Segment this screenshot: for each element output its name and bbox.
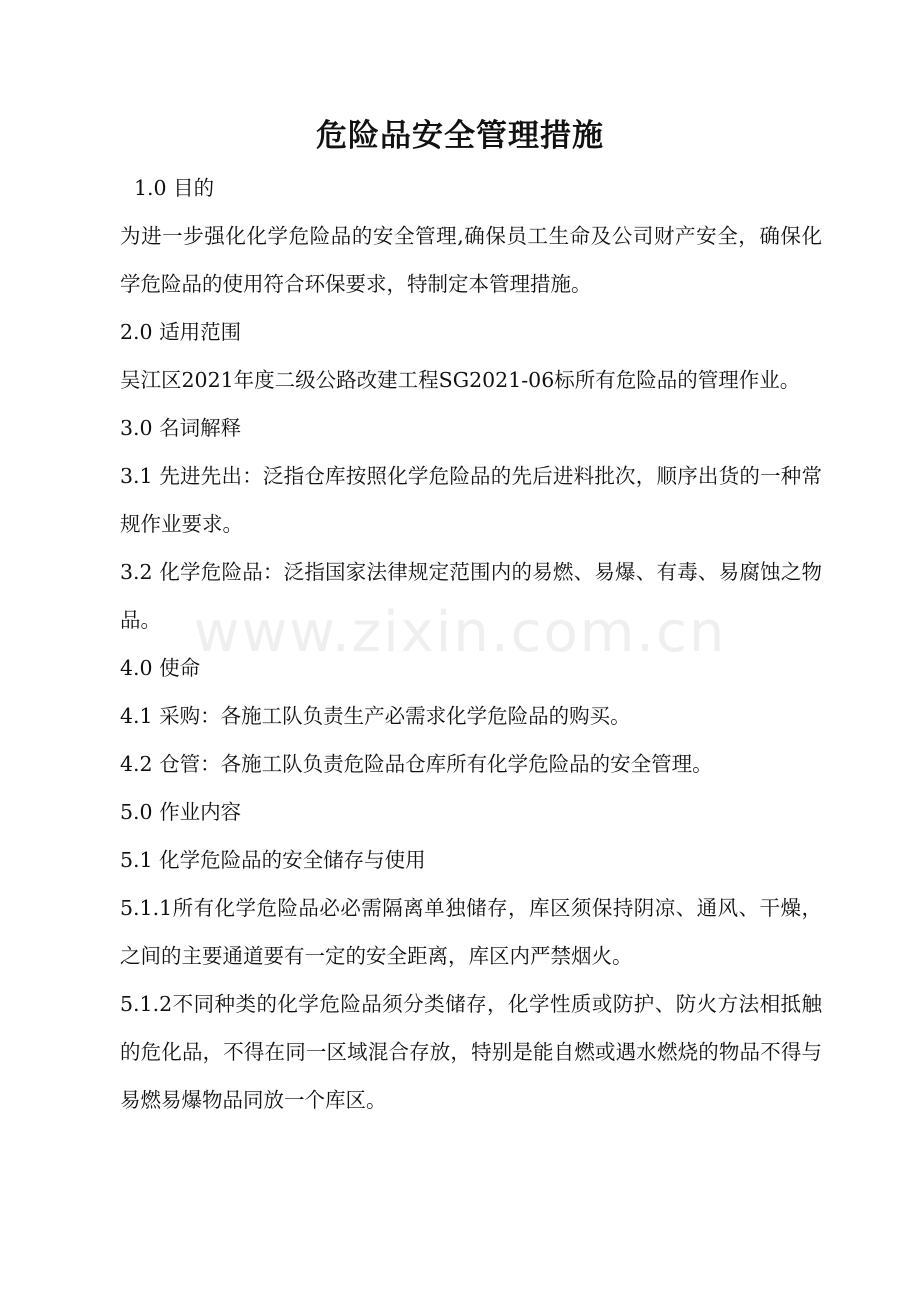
section-3-2-text: 3.2 化学危险品：泛指国家法律规定范围内的易燃、易爆、有毒、易腐蚀之物品。 bbox=[120, 560, 822, 632]
watermark-text: www.zixin.com.cn bbox=[193, 600, 727, 665]
section-2-text: 吴江区2021年度二级公路改建工程SG2021-06标所有危险品的管理作业。 bbox=[120, 368, 801, 392]
section-1-text: 为进一步强化化学危险品的安全管理,确保员工生命及公司财产安全，确保化学危险品的使用符合环保要求，特制定本管理措施。 bbox=[120, 224, 822, 296]
document-title: 危险品安全管理措施 bbox=[316, 118, 604, 154]
section-2-heading: 2.0 适用范围 bbox=[120, 320, 242, 344]
section-5-heading: 5.0 作业内容 bbox=[120, 800, 242, 824]
section-3-heading: 3.0 名词解释 bbox=[120, 416, 242, 440]
section-5-1-text: 5.1 化学危险品的安全储存与使用 bbox=[120, 848, 426, 872]
section-1-heading: 1.0 目的 bbox=[134, 176, 215, 200]
section-5-1-2-text: 5.1.2不同种类的化学危险品须分类储存，化学性质或防护、防火方法相抵触的危化品，不得在同一区域混合存放，特别是能自燃或遇水燃烧的物品不得与易燃易爆物品同放一个库区。 bbox=[120, 992, 822, 1112]
section-5-1-1-text: 5.1.1所有化学危险品必必需隔离单独储存，库区须保持阴凉、通风、干燥，之间的主要通道要有一定的安全距离，库区内严禁烟火。 bbox=[120, 896, 822, 968]
section-4-2-text: 4.2 仓管：各施工队负责危险品仓库所有化学危险品的安全管理。 bbox=[120, 752, 713, 776]
document-body bbox=[110, 164, 822, 1124]
section-3-1-text: 3.1 先进先出：泛指仓库按照化学危险品的先后进料批次，顺序出货的一种常规作业要求。 bbox=[120, 464, 822, 536]
section-4-1-text: 4.1 采购：各施工队负责生产必需求化学危险品的购买。 bbox=[120, 704, 631, 728]
section-4-heading: 4.0 使命 bbox=[120, 656, 201, 680]
